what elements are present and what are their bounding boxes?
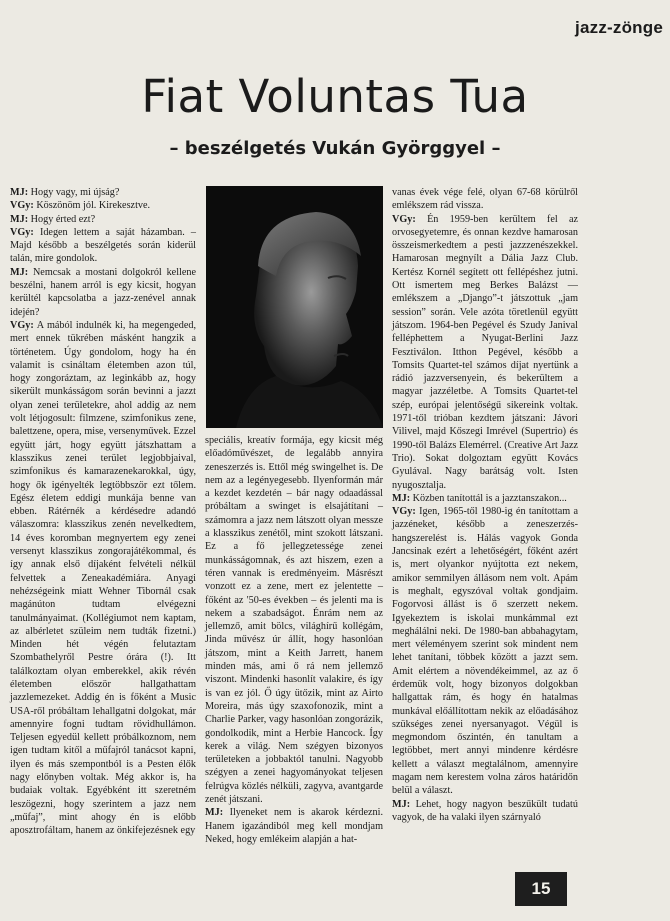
paragraph-text: Hogy vagy, mi újság?	[30, 187, 120, 198]
interview-paragraph	[10, 199, 196, 212]
speaker-label: MJ:	[392, 492, 411, 504]
text-column-3	[392, 186, 578, 824]
paragraph-text: Köszönöm jól. Kirekesztve.	[36, 200, 151, 212]
interview-paragraph	[10, 213, 196, 226]
interview-paragraph	[205, 434, 383, 806]
section-tag: jazz-zönge	[575, 18, 663, 37]
paragraph-text: Nemcsak a mostani dolgokról kellene beszélni, hanem arról is egy kicsit, hogyan kerültél kapcsolatba a jazz-zenével annak idején?	[10, 266, 197, 318]
paragraph-text: speciális, kreatív formája, egy kicsit még előadóművészet, de legalább annyira zeneszerzés is. Ettől még swingelhet is. De nem az a legényegesebb. Ilyenformán már a kezdet kezdetén – bár nagy odaadással próbáltam a swinget is elsajátítani – számomra a jazz nem látszott olyan messze a klasszikus zenétől, mint szokott látszani. Ez a fő jellegzetessége zenei munkásságomnak, és azt hiszem, ezen a téren vannak is eredményeim. Másrészt vonzott ez a zene, mert ez jelentette – főként az '50-es években – és jelenti ma is nekem a szabadságot. Énrám nem az jellemző, amit bölcs, világhírű kollégám, Jinda művész úr állít, hogy hasonlóan játszom, mint a Keith Jarrett, hanem minden más, ami ő rá nem jellemző viszont. Mindenki hasonlít valakire, és így is van ez jól. Ő úgy ütőzik, mint az Airto Moreira, más úgy szaxofonozik, mint a Charlie Parker, vagy hasonlóan zongorázik, gondolkodik, mint a Herbie Hancock. Így kerek a világ. Nem szégyen bizonyos területeken a jobbaktól tanulni. Nagyobb szégyen a zenei hagyományokat teljesen felrúgva közlés nélküli, zagyva, avantgarde zenét játszani.	[205, 435, 383, 806]
speaker-label: MJ:	[10, 266, 29, 278]
interview-paragraph	[392, 213, 578, 492]
paragraph-text: Közben tanítottál is a jazztanszakon...	[412, 492, 567, 504]
speaker-label: MJ:	[10, 187, 29, 198]
page-number: 15	[515, 872, 567, 906]
interview-paragraph	[10, 319, 196, 838]
interview-paragraph	[10, 226, 196, 266]
paragraph-text: Hogy érted ezt?	[30, 213, 96, 225]
paragraph-text: Lehet, hogy nagyon beszűkült tudatú vagyok, de ha valaki ilyen szárnyaló	[392, 798, 578, 823]
text-column-2	[205, 434, 383, 846]
article-title: Fiat Voluntas Tua	[141, 70, 529, 123]
speaker-label: VGy:	[10, 319, 34, 331]
speaker-label: MJ:	[10, 213, 29, 225]
interview-paragraph	[10, 266, 196, 319]
paragraph-text: A mából indulnék ki, ha megengeded, mert ennek tükrében másként hangzik a történetem. Úgy gondolom, hogy ha én valamit is csináltam életemben azon túl, hogy zongoráztam, az leginkább az, hogy sikerült munkásságom során bevinni a jazzt olyan zenei területekre, ahol addig az nem volt létjogosult: filmzene, szimfonikus zene, balettzene, opera, mise, versenyművek. Ezzel együtt járt, hogy együtt játszhattam a klasszikus zenei terület legjobbjaival, szimfonikus és kamarazenekarokkal, úgy, hogy ők igényelték legtöbbször ezt tőlem. Egész életem eddigi munkája benne van ebben. Rátérnék a kérdésedre adandó válaszomra: klasszikus zenén nevelkedtem, 14 éves koromban megnyertem egy zenei versenyt klasszikus zongorajátékommal, és így annak első díjaként felvételi nélkül felvettek a Zeneakadémiára. Anyagi nehézségeink miatt Wehner Tibornál csak magánúton tudtam elvégezni tanulmányaimat. (Kollégiumot nem kaptam, az albérletet szüleim nem tudták fizetni.) Minden hét végén felutaztam Szombathelyről Pestre órára (!). Itt találkoztam olyan emberekkel, akik révén életemben először hallgathattam jazzlemezeket. Addig én is főként a Music USA-ről próbáltam lehallgatni dolgokat, már amennyire fogni tudtam rövidhullámon. Teljesen egyedül kellett próbálkoznom, nem igen tudtam kitől a műfajról tanácsot kapni, ilyen és más szempontból is a Pesten élők nagy előnyben voltak. Még akkor is, ha budaiak voltak. Egyébként itt szeretném leszögezni, hogy szerintem a jazz nem „műfaj”, mint ahogy én is előbb aposztrofáltam, hanem az önkifejezésnek egy	[10, 319, 197, 837]
article-subtitle: – beszélgetés Vukán Györggyel –	[169, 138, 501, 159]
speaker-label: MJ:	[392, 798, 411, 810]
interview-paragraph	[10, 186, 196, 199]
paragraph-text: vanas évek vége felé, olyan 67-68 körülről emlékszem rád vissza.	[392, 187, 578, 212]
paragraph-text: Idegen lettem a saját házamban. – Majd később a beszélgetés során kiderül talán, mire gondolok.	[10, 226, 196, 265]
paragraph-text: Ilyeneket nem is akarok kérdezni. Hanem igazándiból meg kell mondjam Neked, hogy emlékeim alapján a hat-	[205, 807, 383, 845]
text-column-1	[10, 186, 196, 838]
interview-paragraph	[392, 492, 578, 505]
speaker-label: VGy:	[10, 200, 34, 212]
paragraph-text: Én 1959-ben kerültem fel az orvosegyetemre, és onnan kezdve hamarosan összeismerkedtem a pesti jazzzenészekkel. Hamarosan megnyílt a Dália Jazz Club. Kertész Kornél segített ott fellépéshez jutni. Ott ismertem meg Berkes Balázst — emlékszem a „Django”-t játszottuk „jam session” során. Vele azóta töretlenül együtt játszom. 1964-ben Pegével és Szudy Janival felléphettem a Nyugat-Berlini Jazz Fesztiválon. Itthon Pegével, később a Tomsits Quartet-tel számos díjat nyertünk a rádió jazzversenyein, és bekerültem a magyar jazzéletbe. A Tomsits Quartet-tel szép, európai jelentőségű sikereink voltak. 1971-től trióban kezdtem játszani: Jávori Vilivel, majd Kőszegi Imrével (Supertrio) és 1990-től Balázs Elemérrel. (Creative Art Jazz Trio). Sokat dolgoztam együtt Kovács Gyulával. Nagy barátság volt. Isten nyugosztalja.	[392, 213, 579, 491]
interview-paragraph	[392, 186, 578, 213]
interview-paragraph	[205, 806, 383, 846]
paragraph-text: Igen, 1965-től 1980-ig én tanítottam a jazzéneket, később a zeneszerzés-hangszerelést is. Hálás vagyok Gonda Jancsinak ezért a lehetőségért, főként azért is, mert olyankor nyújtotta ezt nekem, amikor semmilyen állásom nem volt. Apám is meghalt, egyszóval voltak gondjaim. Fogorvosi állást is ő szerzett nekem. Igyekeztem is iskolai munkámmal ezt meghálálni neki. De 1980-ban abbahagytam, mert véleményem szerint sok mindent nem lehet tanítani, többek között a jazzt sem. Amit elértem a növendékeimmel, az az ő érdemük volt, hogy bizonyos dolgokban hallgattak rám, és hogy én hatalmas munkával előállítottam nekik az előadásához szükséges zenei nyersanyagot. Végül is megmondom őszintén, én tanultam a legtöbbet, mert annyi mindenre kérdésre kellett a választ megtalálnom, amennyire magam nem kerestem volna záros határidőn belül a választ.	[392, 506, 579, 797]
interview-paragraph	[392, 798, 578, 825]
speaker-label: MJ:	[205, 807, 224, 819]
speaker-label: VGy:	[392, 506, 416, 518]
portrait-photo-icon	[206, 186, 383, 428]
interview-paragraph	[392, 505, 578, 798]
speaker-label: VGy:	[10, 226, 34, 238]
speaker-label: VGy:	[392, 213, 416, 225]
